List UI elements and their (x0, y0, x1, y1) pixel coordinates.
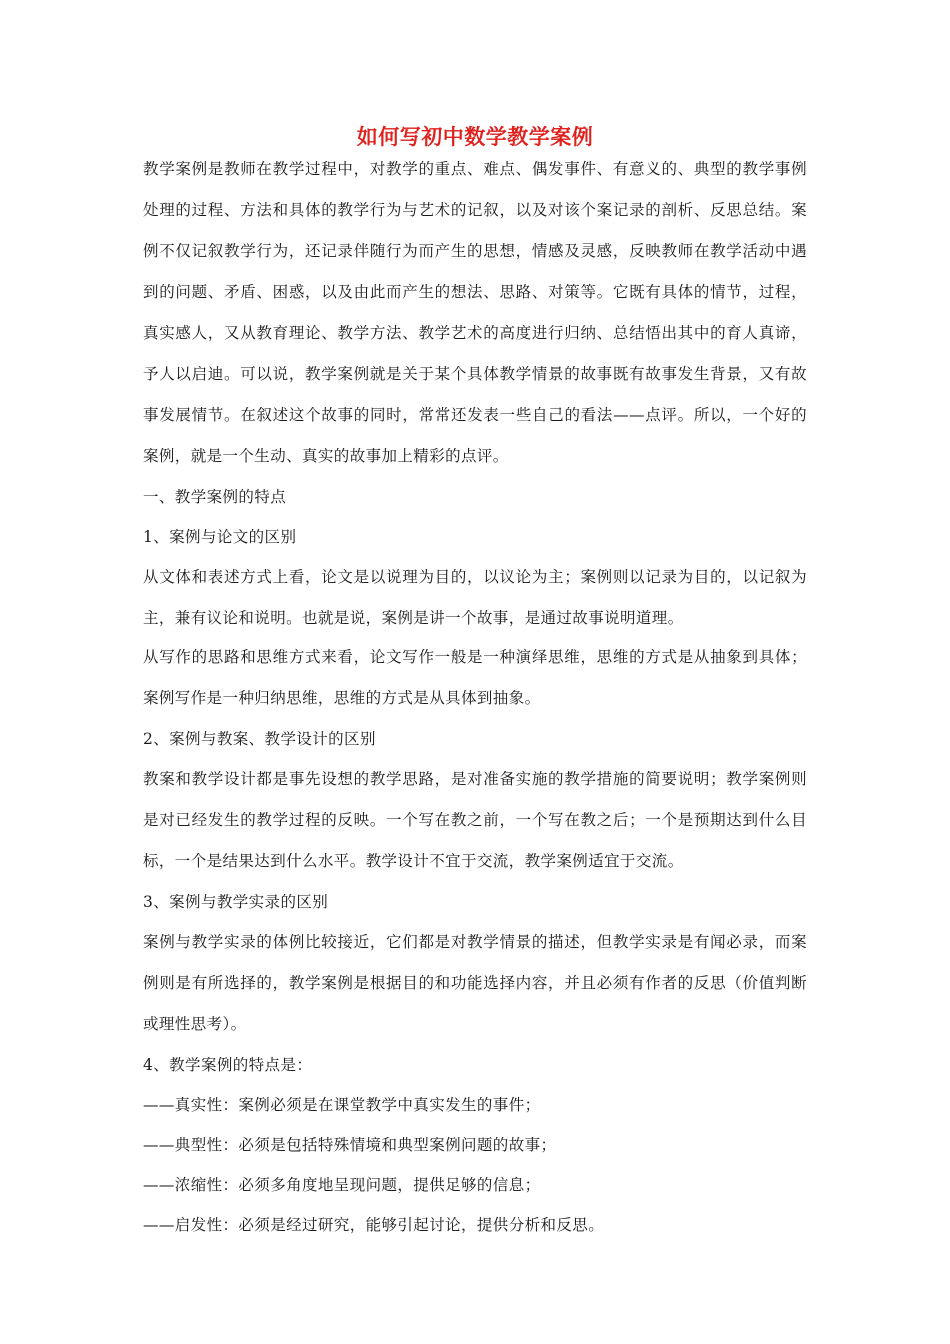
body-paragraph: 教案和教学设计都是事先设想的教学思路，是对准备实施的教学措施的简要说明；教学案例则是对已经发生的教学过程的反映。一个写在教之前，一个写在教之后；一个是预期达到什么目标，一个是结果达到什么水平。教学设计不宜于交流，教学案例适宜于交流。 (143, 770, 807, 870)
feature-item: ——典型性：必须是包括特殊情境和典型案例问题的故事； (143, 1136, 557, 1154)
subsection-heading: 1、案例与论文的区别 (143, 528, 297, 546)
section-heading: 一、教学案例的特点 (143, 488, 287, 506)
document-page (143, 122, 807, 1245)
subsection-heading: 3、案例与教学实录的区别 (143, 893, 329, 911)
feature-item: ——真实性：案例必须是在课堂教学中真实发生的事件； (143, 1096, 541, 1114)
subsection-heading: 4、教学案例的特点是： (143, 1056, 313, 1074)
feature-item: ——启发性：必须是经过研究，能够引起讨论，提供分析和反思。 (143, 1216, 605, 1234)
body-paragraph: 案例与教学实录的体例比较接近，它们都是对教学情景的描述，但教学实录是有闻必录，而案例则是有所选择的，教学案例是根据目的和功能选择内容，并且必须有作者的反思（价值判断或理性思考）。 (143, 933, 807, 1033)
document-title: 如何写初中数学教学案例 (356, 124, 594, 149)
feature-item: ——浓缩性：必须多角度地呈现问题，提供足够的信息； (143, 1176, 541, 1194)
subsection-heading: 2、案例与教案、教学设计的区别 (143, 730, 376, 748)
intro-paragraph: 教学案例是教师在教学过程中，对教学的重点、难点、偶发事件、有意义的、典型的教学事例处理的过程、方法和具体的教学行为与艺术的记叙，以及对该个案记录的剖析、反思总结。案例不仅记叙教学行为，还记录伴随行为而产生的思想，情感及灵感，反映教师在教学活动中遇到的问题、矛盾、困惑，以及由此而产生的想法、思路、对策等。它既有具体的情节，过程，真实感人，又从教育理论、教学方法、教学艺术的高度进行归纳、总结悟出其中的育人真谛，予人以启迪。可以说，教学案例就是关于某个具体教学情景的故事既有故事发生背景，又有故事发展情节。在叙述这个故事的同时，常常还发表一些自己的看法——点评。所以，一个好的案例，就是一个生动、真实的故事加上精彩的点评。 (143, 160, 807, 465)
body-paragraph: 从写作的思路和思维方式来看，论文写作一般是一种演绎思维，思维的方式是从抽象到具体；案例写作是一种归纳思维，思维的方式是从具体到抽象。 (143, 648, 807, 707)
body-paragraph: 从文体和表述方式上看，论文是以说理为目的，以议论为主；案例则以记录为目的，以记叙为主，兼有议论和说明。也就是说，案例是讲一个故事，是通过故事说明道理。 (143, 568, 807, 627)
